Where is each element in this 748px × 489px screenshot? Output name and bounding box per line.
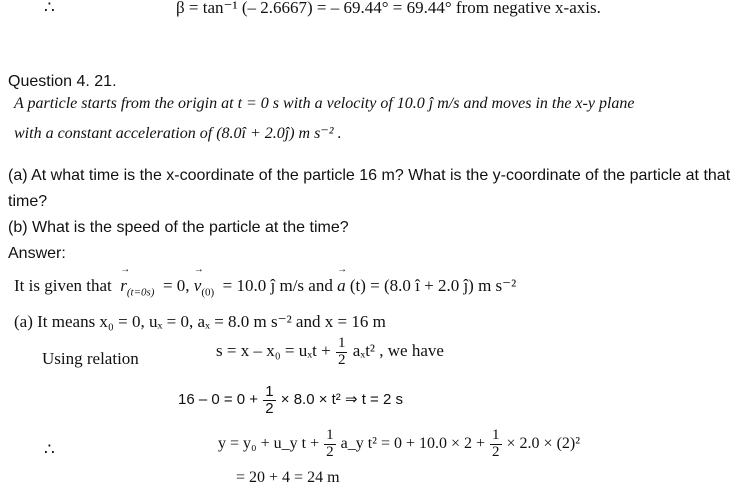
position-vector-symbol: → r (120, 276, 127, 296)
means-line: (a) It means x₀ = 0, uₓ = 0, aₓ = 8.0 m s⁻² and x = 16 m (14, 312, 386, 331)
position-subscript: (t=0s) (126, 286, 155, 299)
given-acceleration: (t) = (8.0 î + 2.0 ĵ) m s⁻² (349, 276, 517, 295)
y-result: = 20 + 4 = 24 m (236, 469, 340, 486)
part-a-line-1: (a) At what time is the x-coordinate of the particle 16 m? What is the y-coordinate of the particle at that (8, 167, 731, 184)
acceleration-expression: (8.0î + 2.0ĵ) m s⁻² . (216, 125, 342, 142)
equation-16-right: × 8.0 × t² ⇒ t = 2 s (280, 391, 403, 409)
given-velocity: = 10.0 ĵ m/s and (222, 276, 333, 295)
fraction-numerator: 1 (492, 427, 500, 443)
half-fraction-2 (263, 384, 275, 417)
part-b-line: (b) What is the speed of the particle at the time? (8, 219, 349, 236)
question-line-2 (14, 123, 342, 143)
given-position: = 0, (162, 276, 190, 295)
half-fraction-3 (324, 428, 336, 461)
fraction-numerator: 1 (337, 335, 346, 351)
using-relation-label: Using relation (42, 349, 139, 368)
question-line-1: A particle starts from the origin at t = 0 s with a velocity of 10.0 ĵ m/s and moves in the x-y plane (14, 95, 635, 112)
therefore-symbol-2: ∴ (44, 440, 55, 459)
fraction-numerator: 1 (326, 427, 334, 443)
y-right: × 2.0 × (2)² (506, 434, 581, 452)
fraction-denominator: 2 (337, 351, 346, 368)
fraction-numerator: 1 (265, 383, 274, 400)
fraction-denominator: 2 (265, 399, 274, 417)
question-line-2-prefix: with a constant acceleration of (14, 125, 213, 142)
given-line (14, 276, 516, 298)
fraction-denominator: 2 (492, 443, 500, 460)
half-fraction-1 (336, 336, 348, 369)
therefore-symbol: ∴ (44, 0, 55, 17)
velocity-vector-symbol: → v (194, 276, 202, 296)
velocity-subscript: (0) (201, 286, 215, 299)
given-prefix: It is given that (14, 276, 112, 295)
acceleration-vector-symbol: → a (337, 276, 346, 296)
half-fraction-4 (490, 428, 502, 461)
answer-label: Answer: (8, 245, 66, 262)
part-a-line-2: time? (8, 193, 48, 210)
y-mid: a_y t² = 0 + 10.0 × 2 + (340, 434, 486, 452)
equation-16 (178, 384, 403, 417)
relation-left: s = x – x₀ = uₓt + (216, 341, 331, 361)
fraction-denominator: 2 (326, 443, 334, 460)
equation-16-left: 16 – 0 = 0 + (178, 391, 259, 409)
relation-equation (216, 336, 444, 369)
beta-equation: β = tan⁻¹ (– 2.6667) = – 69.44° = 69.44° from negative x-axis. (176, 0, 601, 17)
y-equation (218, 428, 580, 461)
question-title: Question 4. 21. (8, 73, 117, 90)
relation-right: aₓt² , we have (352, 341, 444, 361)
y-left: y = y₀ + u_y t + (218, 434, 320, 452)
